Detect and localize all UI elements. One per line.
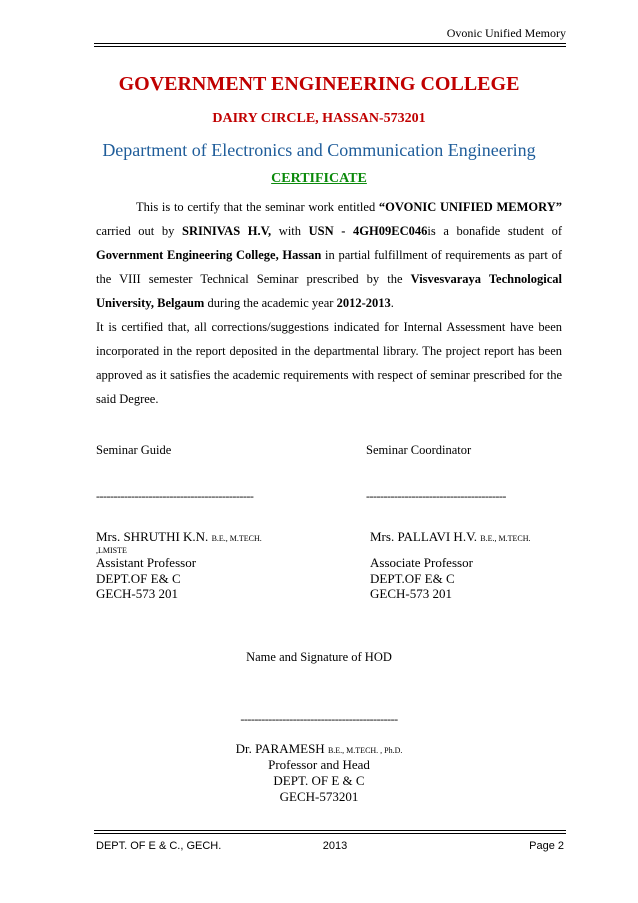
text: with bbox=[271, 224, 309, 238]
coordinator-degree: B.E., M.TECH. bbox=[480, 534, 531, 543]
coordinator-name-line bbox=[370, 529, 531, 545]
text: . bbox=[390, 296, 394, 310]
college-address: DAIRY CIRCLE, HASSAN-573201 bbox=[212, 111, 426, 126]
running-header: Ovonic Unified Memory bbox=[446, 26, 566, 40]
guide-membership: ,LMISTE bbox=[96, 546, 127, 555]
guide-dept: DEPT.OF E& C bbox=[96, 571, 181, 586]
hod-signature-line: --------------------------------------------- bbox=[240, 712, 398, 726]
certificate-paragraph-2: It is certified that, all corrections/suggestions indicated for Internal Assessment have been incorporated in the report deposited in the departmental library. The project report has been approved as it satisfies the academic requirements with respect of seminar prescribed for the said Degree. bbox=[96, 320, 562, 406]
certificate-heading: CERTIFICATE bbox=[271, 171, 367, 186]
department-name: Department of Electronics and Communication Engineering bbox=[102, 140, 536, 160]
coordinator-dept: DEPT.OF E& C bbox=[370, 571, 455, 586]
guide-signature-line: --------------------------------------------- bbox=[96, 489, 254, 503]
footer-center: 2013 bbox=[322, 840, 348, 852]
footer-rule-thin bbox=[94, 833, 566, 835]
hod-name: Dr. PARAMESH bbox=[235, 741, 325, 756]
coordinator-signature-line: ---------------------------------------- bbox=[366, 489, 506, 503]
text: This is to certify that the seminar work entitled bbox=[136, 200, 379, 214]
university-name: Visvesvaraya Technological University, Belgaum bbox=[96, 272, 563, 310]
certificate-body bbox=[96, 195, 562, 411]
hod-dept: DEPT. OF E & C bbox=[273, 773, 365, 788]
coordinator-name: Mrs. PALLAVI H.V. bbox=[370, 529, 478, 544]
coordinator-place: GECH-573 201 bbox=[370, 586, 452, 601]
hod-designation: Professor and Head bbox=[268, 757, 370, 772]
guide-label: Seminar Guide bbox=[96, 443, 172, 457]
seminar-title: “OVONIC UNIFIED MEMORY” bbox=[378, 200, 562, 214]
guide-name: Mrs. SHRUTHI K.N. bbox=[96, 529, 209, 544]
student-usn: USN - 4GH09EC046 bbox=[308, 224, 428, 238]
footer-left: DEPT. OF E & C., GECH. bbox=[96, 840, 222, 852]
coordinator-designation: Associate Professor bbox=[370, 555, 473, 570]
guide-name-line bbox=[96, 529, 262, 545]
text: is a bonafide student of bbox=[427, 224, 562, 238]
footer-page-number: Page 2 bbox=[529, 840, 564, 852]
header-rule bbox=[94, 43, 566, 45]
text: in partial fulfillment of requirements as part of the VIII semester Technical Seminar prescribed by the bbox=[96, 248, 562, 286]
header-rule-thin bbox=[94, 46, 566, 48]
hod-name-line bbox=[0, 741, 638, 757]
certificate-paragraph-1 bbox=[96, 195, 562, 315]
academic-year: 2012-2013 bbox=[336, 296, 391, 310]
guide-designation: Assistant Professor bbox=[96, 555, 197, 570]
student-name: SRINIVAS H.V, bbox=[182, 224, 272, 238]
text: carried out by bbox=[96, 224, 183, 238]
footer-rule bbox=[94, 830, 566, 832]
hod-place: GECH-573201 bbox=[279, 789, 359, 804]
college-ref: Government Engineering College, Hassan bbox=[96, 248, 322, 262]
hod-degree: B.E., M.TECH. , Ph.D. bbox=[327, 746, 403, 755]
hod-label: Name and Signature of HOD bbox=[246, 650, 392, 664]
coordinator-label: Seminar Coordinator bbox=[366, 443, 472, 457]
guide-place: GECH-573 201 bbox=[96, 586, 178, 601]
text: during the academic year bbox=[204, 296, 337, 310]
college-name: GOVERNMENT ENGINEERING COLLEGE bbox=[118, 73, 520, 95]
guide-degree: B.E., M.TECH. bbox=[211, 534, 262, 543]
